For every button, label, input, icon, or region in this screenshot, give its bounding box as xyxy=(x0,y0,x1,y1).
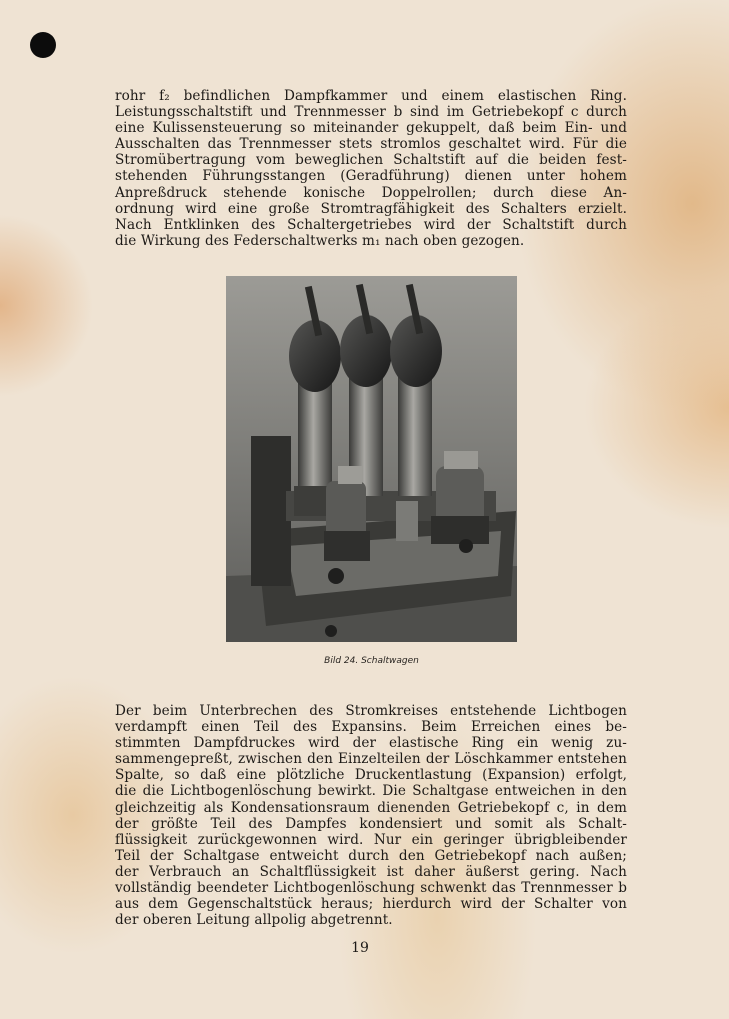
text-line: der Verbrauch an Schaltflüssigkeit ist daher äußerst gering. Nach xyxy=(115,863,627,880)
text-line: Spalte, so daß eine plötzliche Druckentlastung (Expansion) erfolgt, xyxy=(115,767,627,784)
text-line: Stromübertragung vom beweglichen Schaltstift auf die beiden fest- xyxy=(115,152,627,169)
text-line: stehenden Führungsstangen (Geradführung) dienen unter hohem xyxy=(115,168,627,185)
punch-hole xyxy=(30,32,56,58)
top-paragraph xyxy=(115,88,627,249)
text-line: die die Lichtbogenlöschung bewirkt. Die Schaltgase entweichen in den xyxy=(115,783,627,800)
text-line: sammengepreßt, zwischen den Einzelteilen der Löschkammer entstehen xyxy=(115,751,627,768)
text-line: Leistungsschaltstift und Trennmesser b sind im Getriebekopf c durch xyxy=(115,104,627,121)
text-line: Der beim Unterbrechen des Stromkreises entstehende Lichtbogen xyxy=(115,703,627,719)
text-line: Ausschalten das Trennmesser stets stromlos geschaltet wird. Für die xyxy=(115,136,627,153)
switching-carriage-illustration xyxy=(226,276,517,642)
text-line: aus dem Gegenschaltstück heraus; hierdurch wird der Schalter von xyxy=(115,896,627,913)
figure-photo xyxy=(226,276,517,642)
text-line: rohr f₂ befindlichen Dampfkammer und einem elastischen Ring. xyxy=(115,88,627,104)
text-line: Nach Entklinken des Schaltergetriebes wird der Schaltstift durch xyxy=(115,216,627,233)
text-line: vollständig beendeter Lichtbogenlöschung schwenkt das Trennmesser b xyxy=(115,880,627,897)
text-line: die Wirkung des Federschaltwerks m₁ nach oben gezogen. xyxy=(115,232,525,249)
text-line: der größte Teil des Dampfes kondensiert und somit als Schalt- xyxy=(115,815,627,832)
figure-caption: Bild 24. Schaltwagen xyxy=(324,656,419,666)
text-line: gleichzeitig als Kondensationsraum dienenden Getriebekopf c, in dem xyxy=(115,799,627,816)
bottom-paragraph xyxy=(115,703,627,928)
text-line: flüssigkeit zurückgewonnen wird. Nur ein geringer übrigbleibender xyxy=(115,831,627,848)
text-line: verdampft einen Teil des Expansins. Beim Erreichen eines be- xyxy=(115,719,627,736)
text-line: eine Kulissensteuerung so miteinander gekuppelt, daß beim Ein- und xyxy=(115,120,627,137)
page-number: 19 xyxy=(351,940,369,956)
text-line: Anpreßdruck stehende konische Doppelrollen; durch diese An- xyxy=(115,184,627,201)
text-line: ordnung wird eine große Stromtragfähigkeit des Schalters erzielt. xyxy=(115,200,627,217)
text-line: der oberen Leitung allpolig abgetrennt. xyxy=(115,912,393,929)
text-line: Teil der Schaltgase entweicht durch den Getriebekopf nach außen; xyxy=(115,847,627,864)
text-line: stimmten Dampfdruckes wird der elastische Ring ein wenig zu- xyxy=(115,735,627,752)
